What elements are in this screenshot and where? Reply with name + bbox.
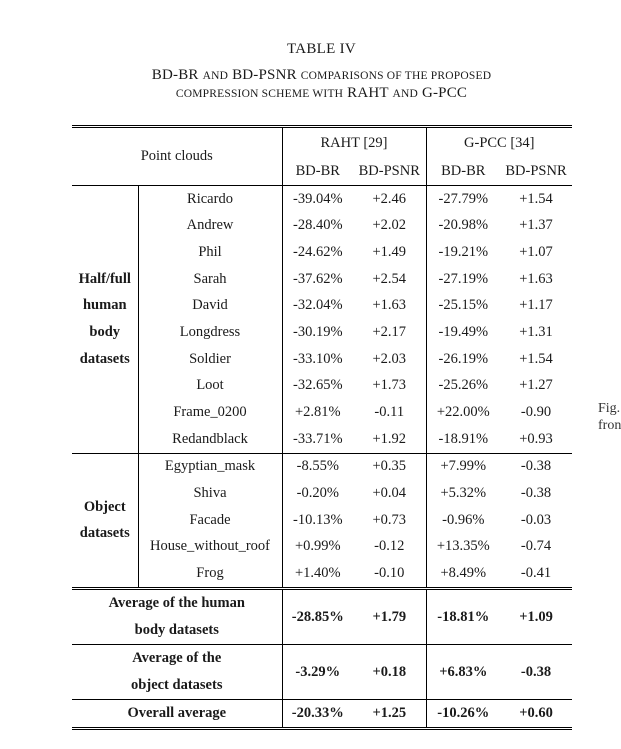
gpcc-bdbr: -25.15%	[438, 297, 489, 314]
cloud-name: Sarah	[138, 266, 282, 293]
cloud-name: Loot	[138, 373, 282, 400]
table-row	[72, 453, 572, 480]
gpcc-bdpsnr: -0.03	[520, 511, 552, 528]
gpcc-bdpsnr: +1.63	[519, 270, 553, 287]
table-row	[72, 346, 572, 373]
table-row	[72, 507, 572, 534]
gpcc-bdbr: +5.32%	[440, 485, 487, 502]
gpcc-bdbr: -27.79%	[426, 185, 500, 212]
gpcc-bdpsnr: +1.07	[519, 243, 553, 260]
gpcc-bdbr: -19.49%	[438, 323, 489, 340]
gpcc-bdbr: -26.19%	[438, 350, 489, 367]
table-row	[72, 292, 572, 319]
table-row	[72, 266, 572, 293]
avg-human-gpcc-bdpsnr: +1.09	[500, 589, 572, 645]
overall-average-row	[72, 700, 572, 729]
header-point-clouds: Point clouds	[72, 127, 282, 186]
gpcc-bdpsnr: -0.38	[500, 453, 572, 480]
gpcc-bdbr: -25.26%	[438, 377, 489, 394]
raht-bdbr: +0.99%	[294, 538, 341, 555]
cloud-name: Soldier	[138, 346, 282, 373]
gpcc-bdpsnr: +1.27	[519, 377, 553, 394]
gpcc-bdpsnr: +1.54	[500, 185, 572, 212]
table-row	[72, 426, 572, 453]
raht-bdpsnr: +2.17	[353, 319, 426, 346]
raht-bdbr: -32.04%	[292, 297, 343, 314]
gpcc-bdbr: +13.35%	[436, 538, 490, 555]
cloud-name: Redandblack	[138, 426, 282, 453]
comparison-table	[72, 125, 572, 730]
raht-bdbr: -30.19%	[292, 323, 343, 340]
margin-fragment-line1: Fig.	[598, 401, 621, 416]
raht-bdpsnr: +0.73	[353, 507, 426, 534]
raht-bdpsnr: +2.02	[353, 212, 426, 239]
header-row-1	[72, 127, 572, 159]
raht-bdpsnr: -0.11	[353, 399, 426, 426]
table-row	[72, 239, 572, 266]
header-gpcc-bdpsnr: BD-PSNR	[505, 162, 567, 179]
raht-bdbr: -0.20%	[296, 485, 339, 502]
table-row	[72, 319, 572, 346]
margin-fragment-line2: fron	[598, 418, 621, 433]
raht-bdpsnr: +0.04	[353, 480, 426, 507]
gpcc-bdbr: -19.21%	[438, 243, 489, 260]
overall-gpcc-bdpsnr: +0.60	[500, 700, 572, 729]
raht-bdpsnr: +1.73	[353, 373, 426, 400]
cloud-name: Egyptian_mask	[138, 453, 282, 480]
average-human-row	[72, 589, 572, 618]
overall-raht-bdbr: -20.33%	[282, 700, 353, 729]
gpcc-bdpsnr: -0.41	[520, 565, 552, 582]
gpcc-bdbr: +7.99%	[426, 453, 500, 480]
cloud-name: David	[138, 292, 282, 319]
cloud-name: Frame_0200	[138, 399, 282, 426]
gpcc-bdpsnr: +1.17	[519, 297, 553, 314]
raht-bdbr: -37.62%	[292, 270, 343, 287]
avg-object-raht-bdbr: -3.29%	[282, 645, 353, 700]
header-raht-bdpsnr: BD-PSNR	[353, 158, 426, 185]
table-row	[72, 480, 572, 507]
table-row	[72, 534, 572, 561]
cloud-name: Frog	[138, 560, 282, 588]
group-label-human: Half/full human body datasets	[72, 185, 138, 453]
table-title-line2: COMPRESSION SCHEME WITH RAHT AND G-PCC	[175, 85, 468, 101]
table-row	[72, 185, 572, 212]
raht-bdpsnr: +1.92	[353, 426, 426, 453]
gpcc-bdpsnr: +1.54	[519, 350, 553, 367]
average-object-row	[72, 645, 572, 673]
raht-bdbr: -33.10%	[292, 350, 343, 367]
gpcc-bdpsnr: +0.93	[519, 430, 553, 447]
gpcc-bdpsnr: +1.31	[519, 323, 553, 340]
cloud-name: Facade	[138, 507, 282, 534]
raht-bdbr: +1.40%	[294, 565, 341, 582]
header-raht-bdbr: BD-BR	[295, 162, 340, 179]
gpcc-bdbr: +22.00%	[436, 404, 490, 421]
raht-bdpsnr: +2.03	[353, 346, 426, 373]
table-title-line1: BD-BR AND BD-PSNR COMPARISONS OF THE PROPOSED	[151, 67, 492, 83]
average-human-label: Average of the human	[72, 589, 282, 618]
gpcc-bdbr: -27.19%	[438, 270, 489, 287]
raht-bdpsnr: +1.49	[353, 239, 426, 266]
overall-average-label: Overall average	[72, 700, 282, 729]
header-gpcc: G-PCC [34]	[426, 127, 572, 159]
gpcc-bdbr: -0.96%	[442, 511, 485, 528]
raht-bdbr: -24.62%	[292, 243, 343, 260]
cloud-name: Ricardo	[138, 185, 282, 212]
cloud-name: House_without_roof	[138, 534, 282, 561]
avg-human-raht-bdpsnr: +1.79	[353, 589, 426, 645]
raht-bdpsnr: -0.12	[353, 534, 426, 561]
table-label: TABLE IV	[286, 41, 357, 57]
average-human-label-2: body datasets	[72, 617, 282, 645]
raht-bdpsnr: +2.46	[353, 185, 426, 212]
average-object-label-2: object datasets	[72, 672, 282, 700]
raht-bdbr: +2.81%	[294, 404, 341, 421]
table-row	[72, 560, 572, 588]
avg-object-gpcc-bdpsnr: -0.38	[500, 645, 572, 700]
raht-bdpsnr: +2.54	[353, 266, 426, 293]
cloud-name: Shiva	[138, 480, 282, 507]
overall-gpcc-bdbr: -10.26%	[426, 700, 500, 729]
gpcc-bdpsnr: -0.38	[520, 485, 552, 502]
header-gpcc-bdbr: BD-BR	[441, 162, 486, 179]
raht-bdpsnr: +0.35	[353, 453, 426, 480]
raht-bdbr: -28.40%	[292, 217, 343, 234]
table-row	[72, 399, 572, 426]
overall-raht-bdpsnr: +1.25	[353, 700, 426, 729]
gpcc-bdpsnr: -0.90	[520, 404, 552, 421]
table-row	[72, 212, 572, 239]
raht-bdbr: -10.13%	[292, 511, 343, 528]
raht-bdbr: -8.55%	[282, 453, 353, 480]
raht-bdbr: -32.65%	[292, 377, 343, 394]
avg-human-gpcc-bdbr: -18.81%	[426, 589, 500, 645]
gpcc-bdpsnr: -0.74	[520, 538, 552, 555]
raht-bdpsnr: -0.10	[353, 560, 426, 588]
margin-fragment	[598, 400, 621, 434]
average-object-label: Average of the	[72, 645, 282, 673]
table-row	[72, 373, 572, 400]
avg-human-raht-bdbr: -28.85%	[282, 589, 353, 645]
raht-bdbr: -33.71%	[292, 430, 343, 447]
avg-object-gpcc-bdbr: +6.83%	[426, 645, 500, 700]
raht-bdpsnr: +1.63	[353, 292, 426, 319]
gpcc-bdbr: -18.91%	[438, 430, 489, 447]
gpcc-bdbr: -20.98%	[438, 217, 489, 234]
raht-bdbr: -39.04%	[282, 185, 353, 212]
cloud-name: Andrew	[138, 212, 282, 239]
header-raht: RAHT [29]	[282, 127, 426, 159]
cloud-name: Phil	[138, 239, 282, 266]
gpcc-bdbr: +8.49%	[440, 565, 487, 582]
avg-object-raht-bdpsnr: +0.18	[353, 645, 426, 700]
group-label-object: Object datasets	[72, 453, 138, 588]
gpcc-bdpsnr: +1.37	[519, 217, 553, 234]
cloud-name: Longdress	[138, 319, 282, 346]
